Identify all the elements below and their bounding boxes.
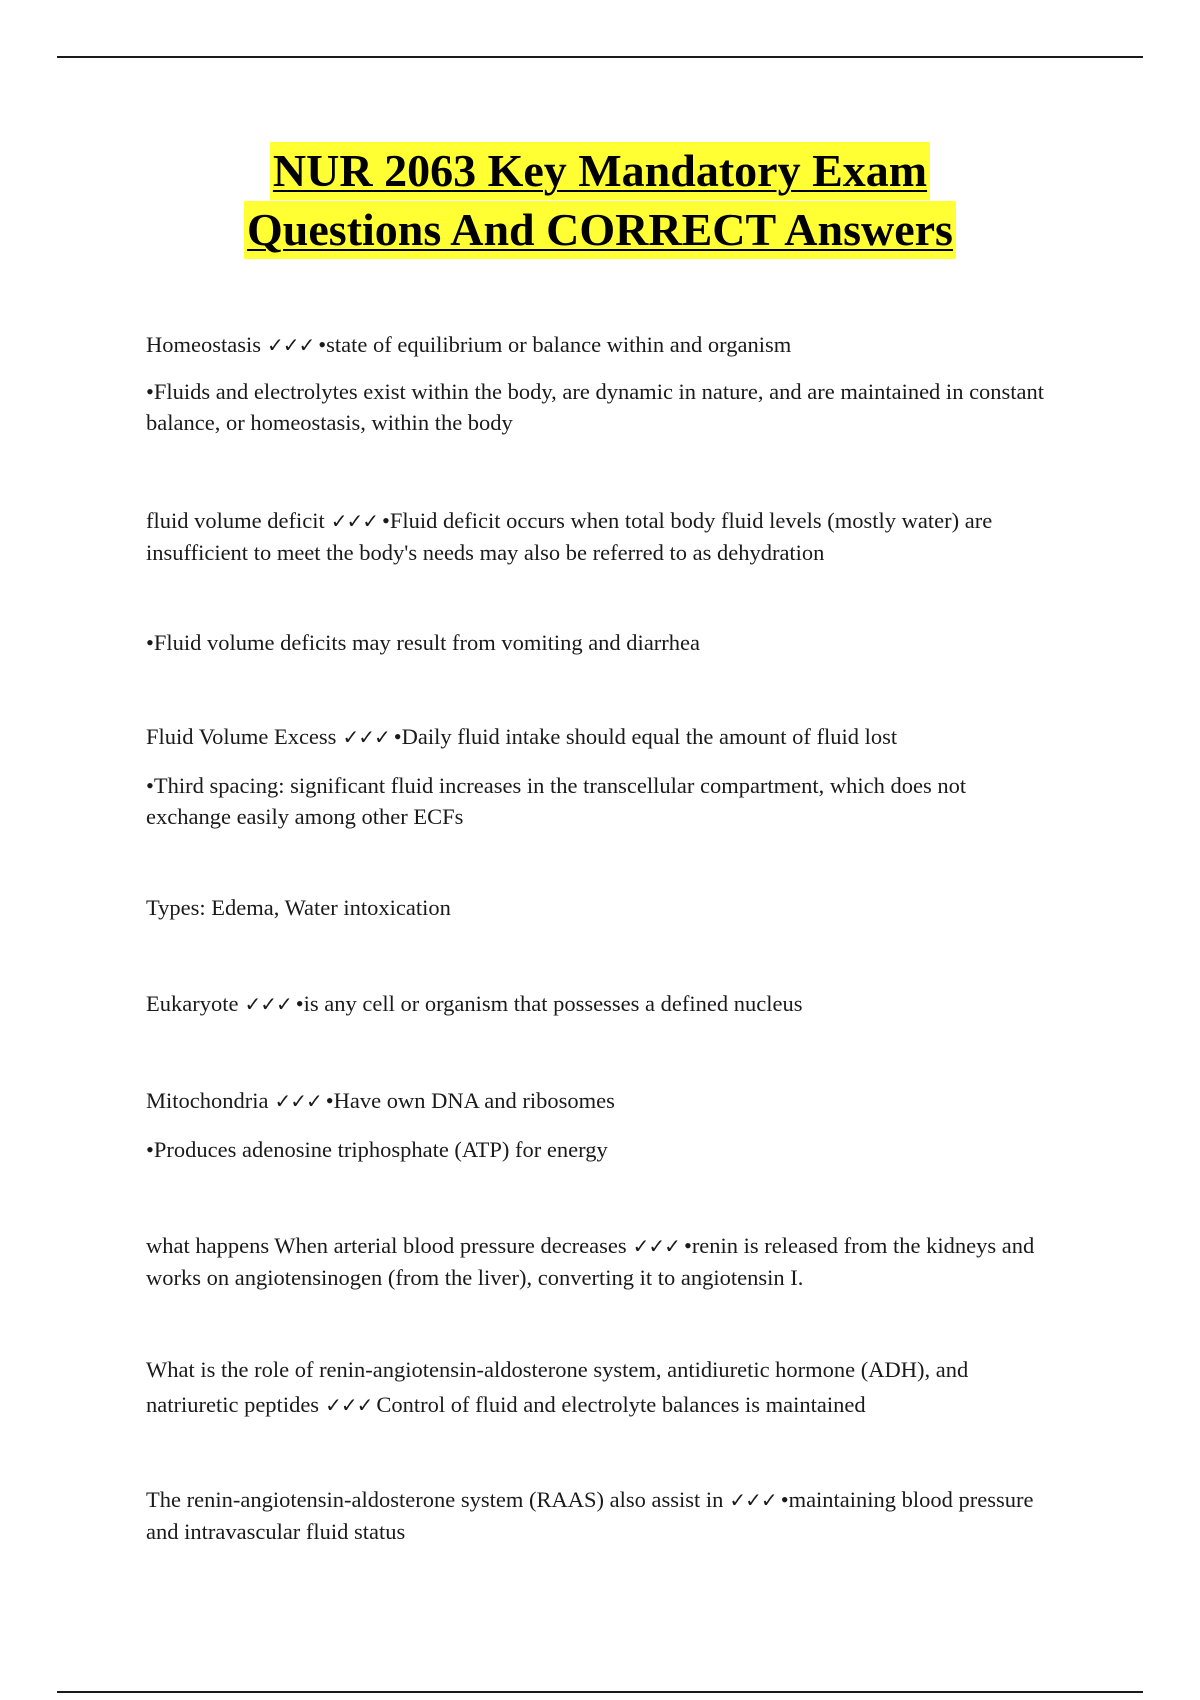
entry-term: Homeostasis	[146, 332, 261, 357]
entry-note: •Fluid volume deficits may result from vomiting and diarrhea	[146, 630, 701, 655]
entry-answer: •maintaining blood pressure and intravascular fluid status	[146, 1487, 1034, 1544]
title-line-1: NUR 2063 Key Mandatory Exam	[270, 142, 930, 200]
checkmark-icon: ✓✓✓	[632, 1234, 680, 1258]
qa-entry	[146, 1085, 1056, 1117]
entry-note: •Produces adenosine triphosphate (ATP) for energy	[146, 1137, 608, 1162]
qa-entry	[146, 721, 1056, 753]
qa-entry	[146, 1484, 1056, 1548]
entry-answer: Control of fluid and electrolyte balances is maintained	[376, 1392, 866, 1417]
entry-note: Types: Edema, Water intoxication	[146, 895, 451, 920]
entry-term: Eukaryote	[146, 991, 239, 1016]
entry-note: •Fluids and electrolytes exist within the body, are dynamic in nature, and are maintained in constant balance, or homeostasis, within the body	[146, 379, 1045, 435]
bottom-rule	[57, 1691, 1143, 1693]
entry-answer: •is any cell or organism that possesses a defined nucleus	[295, 991, 803, 1016]
entry-answer: •Daily fluid intake should equal the amount of fluid lost	[393, 724, 898, 749]
entry-answer: •Fluid deficit occurs when total body fluid levels (mostly water) are insufficient to meet the body's needs may also be referred to as dehydration	[146, 508, 993, 565]
entry-term: Mitochondria	[146, 1088, 269, 1113]
checkmark-icon: ✓✓✓	[244, 992, 292, 1016]
entry-answer: •renin is released from the kidneys and works on angiotensinogen (from the liver), converting it to angiotensin I.	[146, 1233, 1035, 1290]
qa-entry	[146, 1230, 1056, 1293]
document-title	[0, 142, 1200, 260]
qa-entry	[146, 1352, 1056, 1423]
qa-entry	[146, 329, 1056, 361]
top-rule	[57, 56, 1143, 58]
checkmark-icon: ✓✓✓	[330, 509, 378, 533]
checkmark-icon: ✓✓✓	[342, 725, 390, 749]
checkmark-icon: ✓✓✓	[325, 1393, 373, 1417]
checkmark-icon: ✓✓✓	[267, 333, 315, 357]
entry-answer: •state of equilibrium or balance within and organism	[318, 332, 792, 357]
checkmark-icon: ✓✓✓	[274, 1089, 322, 1113]
entry-answer: •Have own DNA and ribosomes	[325, 1088, 615, 1113]
entry-term: The renin-angiotensin-aldosterone system (RAAS) also assist in	[146, 1487, 724, 1512]
entry-term: What is the role of renin-angiotensin-aldosterone system, antidiuretic hormone (ADH), and natriuretic peptides	[146, 1357, 969, 1417]
entry-note: •Third spacing: significant fluid increases in the transcellular compartment, which does not exchange easily among other ECFs	[146, 773, 967, 829]
entry-term: fluid volume deficit	[146, 508, 325, 533]
qa-entry	[146, 505, 1056, 568]
entry-term: Fluid Volume Excess	[146, 724, 337, 749]
title-line-2: Questions And CORRECT Answers	[244, 201, 956, 259]
entry-term: what happens When arterial blood pressure decreases	[146, 1233, 627, 1258]
checkmark-icon: ✓✓✓	[729, 1488, 777, 1512]
qa-entry	[146, 988, 1056, 1020]
